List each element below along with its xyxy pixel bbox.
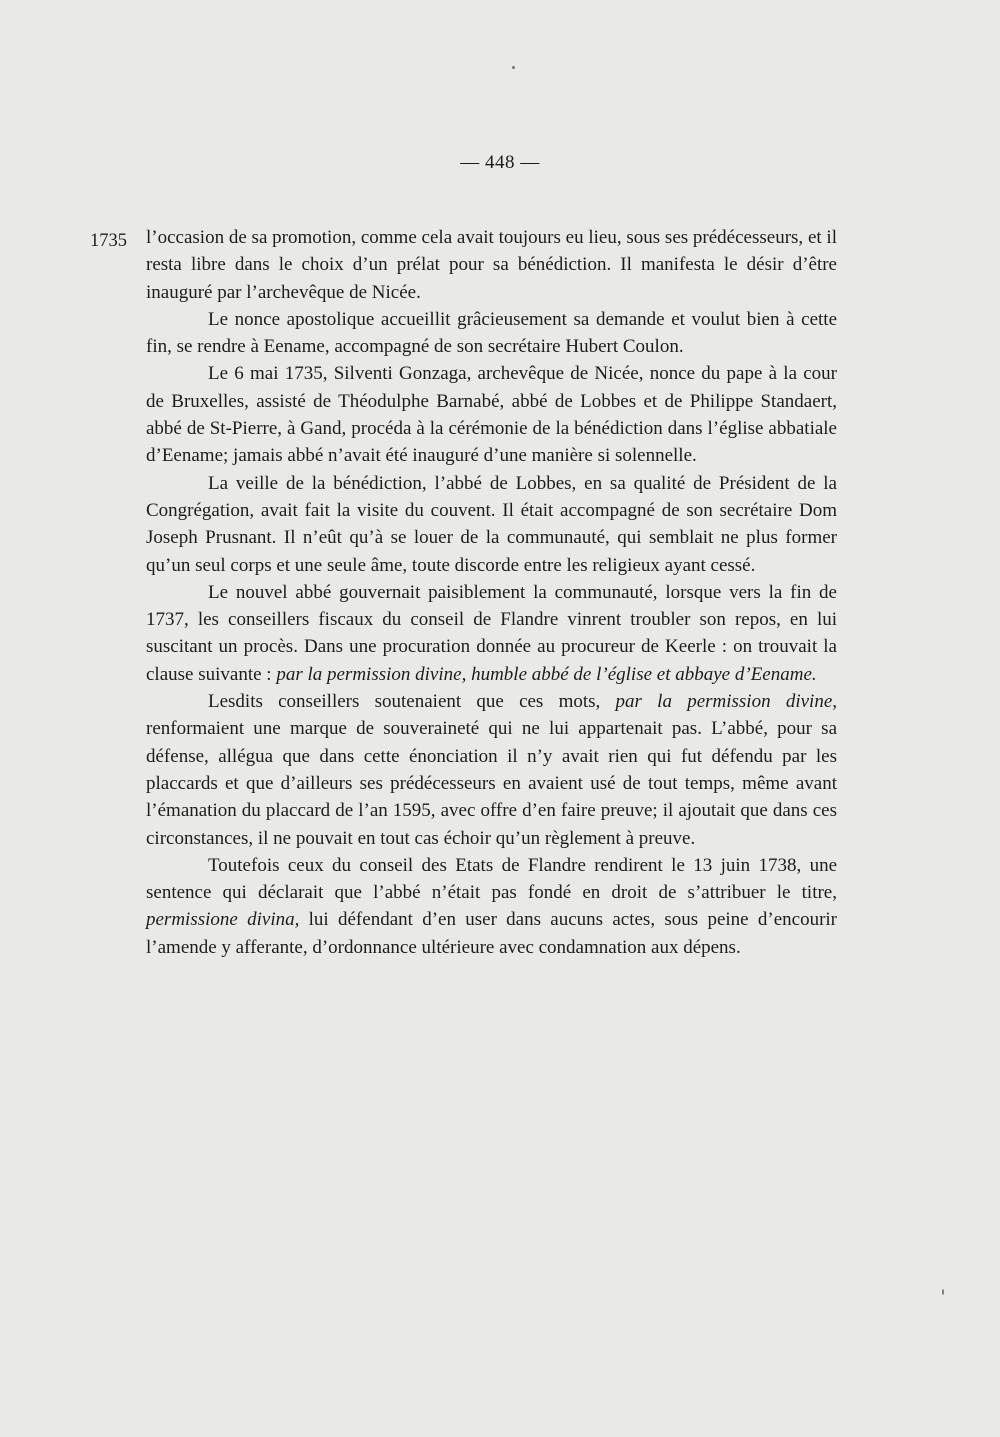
paragraph-6-quote: par la permission divine, [615, 691, 838, 713]
body-text [146, 224, 837, 961]
paragraph-4: La veille de la bénédiction, l’abbé de Lobbes, en sa qualité de Président de la Congrégation, avait fait la visite du couvent. Il était accompagné de son secrétaire Dom Joseph Prusnant. Il n’eût qu’à se louer de la communauté, qui semblait ne plus former qu’un seul corps et une seule âme, toute discorde entre les religieux ayant cessé. [146, 472, 837, 576]
paragraph-6 [146, 688, 837, 852]
paragraph-2: Le nonce apostolique accueillit grâcieusement sa demande et voulut bien à cette fin, se rendre à Eename, accompagné de son secrétaire Hubert Coulon. [146, 308, 837, 358]
paper-speck [942, 1289, 944, 1295]
paper-speck [512, 66, 515, 69]
paragraph-7-text-start: Toutefois ceux du conseil des Etats de Flandre rendirent le 13 juin 1738, une sentence qui déclarait que l’abbé n’était pas fondé en droit de s’attribuer le titre, [146, 854, 837, 904]
paragraph-3: Le 6 mai 1735, Silventi Gonzaga, archevêque de Nicée, nonce du pape à la cour de Bruxelles, assisté de Théodulphe Barnabé, abbé de Lobbes et de Philippe Standaert, abbé de St-Pierre, à Gand, procéda à la cérémonie de la bénédiction dans l’église abbatiale d’Eename; jamais abbé n’avait été inauguré d’une manière si solennelle. [146, 363, 837, 467]
paragraph-5 [146, 579, 837, 688]
paragraph-7 [146, 852, 837, 961]
margin-year: 1735 [90, 231, 127, 251]
page-number: — 448 — [460, 152, 540, 173]
paragraph-6-text-end: renformaient une marque de souveraineté qui ne lui appartenait pas. L’abbé, pour sa défense, allégua que dans cette énonciation il n’y avait rien qui fut défendu par les placcards et que d’ailleurs ses prédécesseurs en avaient usé de tout temps, même avant l’émanation du placcard de l’an 1595, avec offre d’en faire preuve; il ajoutait que dans ces circonstances, il ne pouvait en tout cas échoir qu’un règlement à preuve. [146, 718, 837, 849]
paragraph-1: l’occasion de sa promotion, comme cela avait toujours eu lieu, sous ses prédécesseurs, et il resta libre dans le choix d’un prélat pour sa bénédiction. Il manifesta le désir d’être inauguré par l’archevêque de Nicée. [146, 227, 837, 303]
paragraph-7-text-end: lui défendant d’en user dans aucuns actes, sous peine d’encourir l’amende y afferante, d’ordonnance ultérieure avec condamnation aux dépens. [146, 909, 837, 958]
paragraph-7-quote: permissione divina, [146, 909, 300, 931]
paragraph-5-quote: par la permission divine, humble abbé de l’église et abbaye d’Eename. [276, 663, 817, 685]
paragraph-6-text-start: Lesdits conseillers soutenaient que ces mots, [208, 691, 601, 713]
paragraph-5-text: Le nouvel abbé gouvernait paisiblement la communauté, lorsque vers la fin de 1737, les conseillers fiscaux du conseil de Flandre vinrent troubler son repos, en lui suscitant un procès. Dans une procuration donnée au procureur de Keerle : on trouvait la clause suivante : [146, 581, 837, 685]
